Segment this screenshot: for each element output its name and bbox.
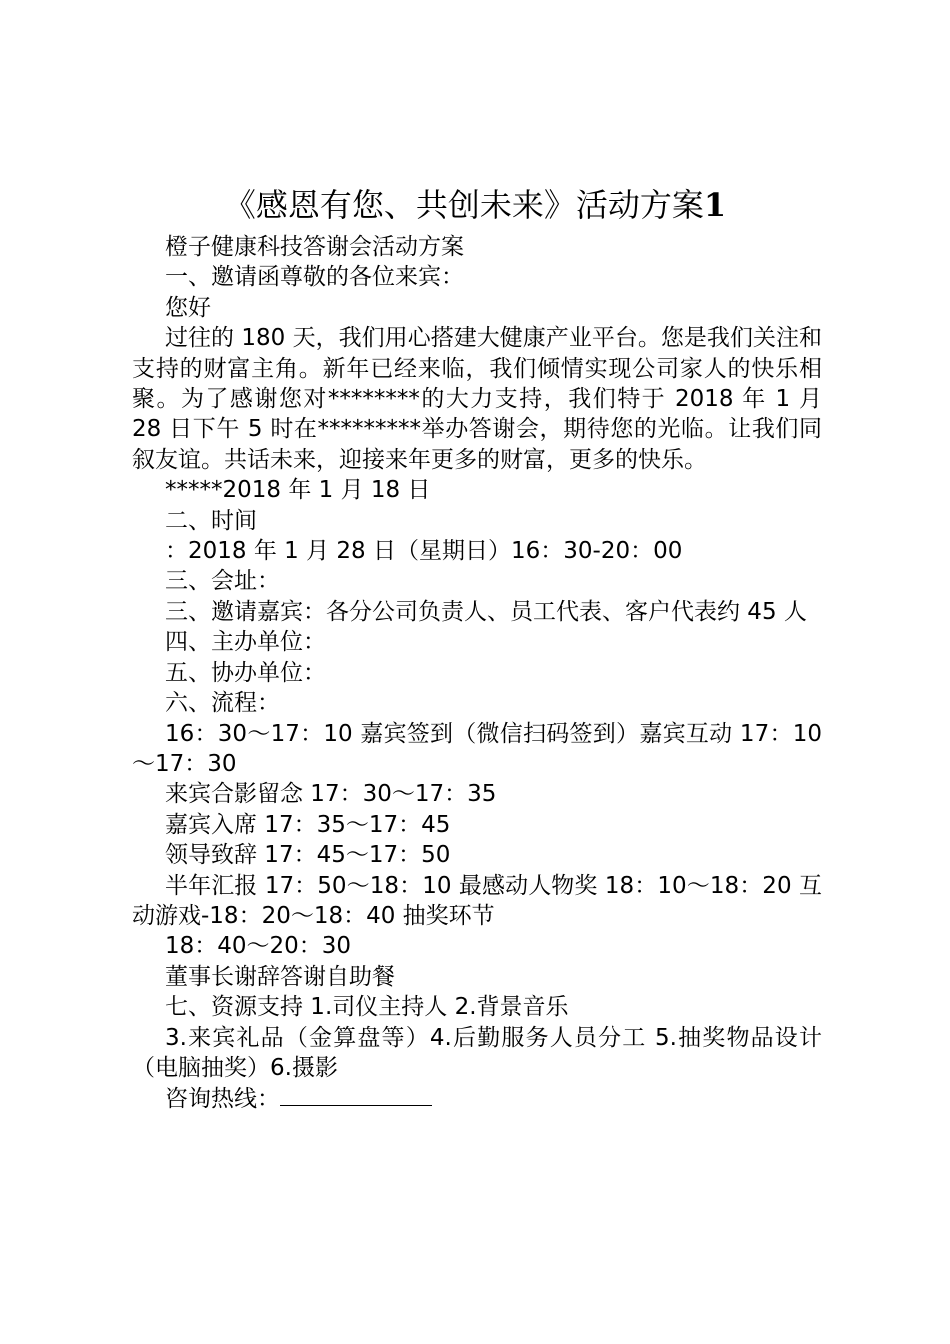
title-text: 《感恩有您、共创未来》活动方案 <box>223 186 704 224</box>
paragraph-hotline <box>132 1083 822 1114</box>
paragraph-co-host: 五、协办单位： <box>165 659 326 686</box>
paragraph-time-value: ：2018 年 1 月 28 日（星期日）16：30-20：00 <box>165 538 683 565</box>
paragraph-resources-1: 七、资源支持 1.司仪主持人 2.背景音乐 <box>165 994 569 1021</box>
paragraph-process-4: 领导致辞 17：45～17：50 <box>165 842 451 869</box>
paragraph-process-2: 来宾合影留念 17：30～17：35 <box>165 781 497 808</box>
paragraph-subtitle: 橙子健康科技答谢会活动方案 <box>165 234 464 260</box>
paragraph-guests: 三、邀请嘉宾：各分公司负责人、员工代表、客户代表约 45 人 <box>165 598 807 625</box>
paragraph-process-3: 嘉宾入席 17：35～17：45 <box>165 811 451 838</box>
title-number: 1 <box>703 186 727 224</box>
document-title <box>0 183 950 227</box>
paragraph-time-heading: 二、时间 <box>165 507 257 534</box>
paragraph-invitation-heading: 一、邀请函尊敬的各位来宾： <box>165 264 464 291</box>
paragraph-invitation-body: 过往的 180 天，我们用心搭建大健康产业平台。您是我们关注和支持的财富主角。新年已经来临，我们倾情实现公司家人的快乐相聚。为了感谢您对********的大力支持，我们特于 2018 年 1 月 28 日下午 5 时在*********举办答谢会，期待您的光临。让我们同叙友谊。共话未来，迎接来年更多的财富，更多的快乐。 <box>132 325 830 473</box>
paragraph-venue: 三、会址： <box>165 568 280 595</box>
paragraph-host: 四、主办单位： <box>165 629 326 656</box>
hotline-blank <box>280 1083 432 1106</box>
paragraph-resources-2: 3.来宾礼品（金算盘等）4.后勤服务人员分工 5.抽奖物品设计（电脑抽奖）6.摄影 <box>132 1024 822 1081</box>
paragraph-process-1: 16：30～17：10 嘉宾签到（微信扫码签到）嘉宾互动 17：10～17：30 <box>132 720 822 777</box>
hotline-label: 咨询热线： <box>165 1086 280 1113</box>
paragraph-greeting: 您好 <box>165 294 211 321</box>
document-body <box>132 232 830 1115</box>
paragraph-process-heading: 六、流程： <box>165 690 280 717</box>
paragraph-signature-date: *****2018 年 1 月 18 日 <box>165 477 431 504</box>
paragraph-process-6: 18：40～20：30 <box>165 933 352 960</box>
paragraph-process-7: 董事长谢辞答谢自助餐 <box>165 963 395 990</box>
paragraph-process-5: 半年汇报 17：50～18：10 最感动人物奖 18：10～18：20 互动游戏-18：20～18：40 抽奖环节 <box>132 872 822 929</box>
